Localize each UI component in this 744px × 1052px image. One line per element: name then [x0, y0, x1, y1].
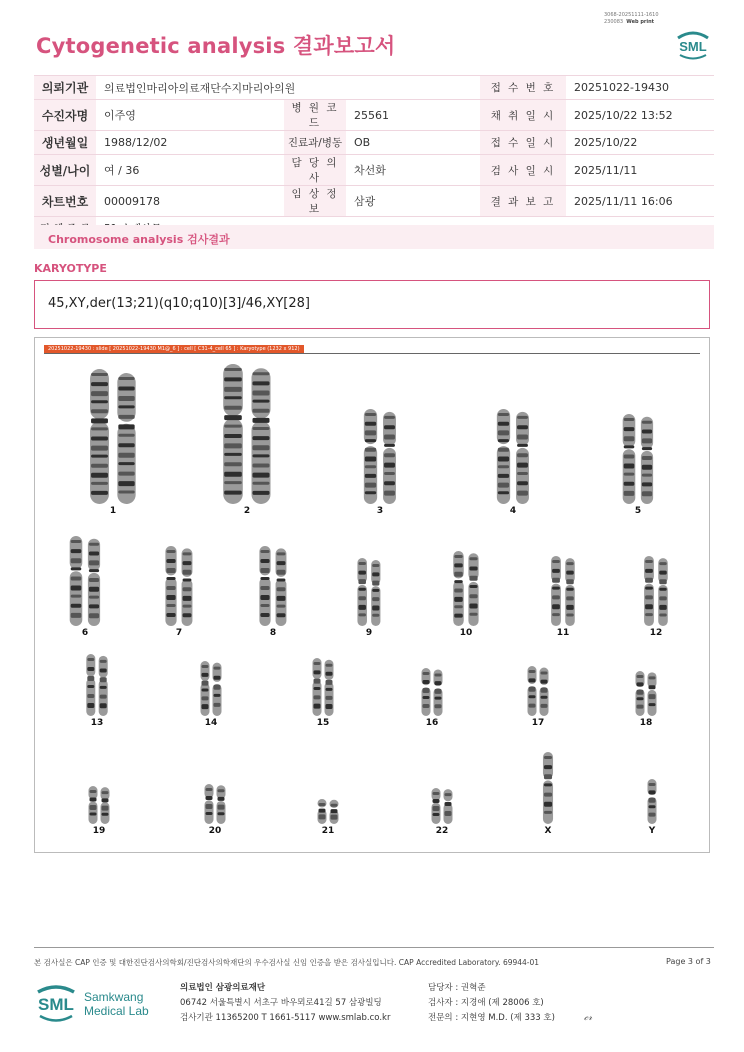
label-sex-age: 성별/나이: [34, 155, 96, 186]
chromosome-label-4: 4: [509, 506, 517, 516]
chromosome-label-7: 7: [175, 628, 183, 638]
chromosome-pair-8: [259, 546, 286, 626]
footer-divider: [34, 947, 714, 948]
table-row: [34, 76, 714, 100]
table-row: [34, 131, 714, 155]
label-chart-number: 차트번호: [34, 186, 96, 217]
chromosome-pair-17: [528, 666, 549, 716]
chromosome-label-10: 10: [459, 628, 473, 638]
karyogram-caption: 20251022-19430 : slide [ 20251022-19430 M1@_6 ] : cell [ C31-4_cell 65 ] : Karyotype (1232 x 912): [44, 345, 304, 353]
chromosome-pair-6: [70, 536, 100, 626]
section-title: Chromosome analysis 검사결과: [48, 233, 230, 246]
chromosome-label-20: 20: [208, 826, 222, 836]
karyogram-divider: [44, 353, 700, 354]
doc-code-line2: 230083: [604, 19, 624, 25]
chromosome-label-17: 17: [531, 718, 545, 728]
samkwang-logo-icon: [34, 980, 184, 1026]
chromosome-pair-21: [318, 799, 339, 824]
label-collection-time: 채 취 일 시: [480, 100, 566, 131]
chromosome-pair-18: [636, 671, 657, 716]
label-test-date: 검 사 일 시: [480, 155, 566, 186]
logo-name-line1: Samkwang: [84, 990, 144, 1004]
logo-text-bottom: SML: [38, 995, 74, 1014]
chromosome-pair-20: [205, 784, 226, 824]
chromosome-label-3: 3: [376, 506, 384, 516]
value-test-date: 2025/11/11: [566, 155, 714, 186]
label-result-report: 결 과 보 고: [480, 186, 566, 217]
chromosome-pair-16: [422, 668, 443, 716]
label-patient-name: 수진자명: [34, 100, 96, 131]
label-accession-number: 접 수 번 호: [480, 76, 566, 100]
value-collection-time: 2025/10/22 13:52: [566, 100, 714, 131]
sml-logo-icon: [672, 26, 714, 62]
chromosome-pair-19: [89, 786, 110, 824]
chromosome-label-12: 12: [649, 628, 663, 638]
chromosome-pair-7: [165, 546, 192, 626]
chromosome-label-1: 1: [109, 506, 117, 516]
chromosome-label-9: 9: [365, 628, 373, 638]
staff-in-charge: 담당자 : 권혁준: [428, 983, 486, 993]
chromosome-label-2: 2: [243, 506, 251, 516]
label-requesting-institution: 의뢰기관: [34, 76, 96, 100]
chromosome-label-Y: Y: [648, 826, 656, 836]
chromosome-pair-Y: [648, 779, 657, 824]
chromosome-pair-10: [453, 551, 478, 626]
chromosome-label-19: 19: [92, 826, 106, 836]
chromosome-label-11: 11: [556, 628, 570, 638]
certification-text: 본 검사실은 CAP 인증 및 대한진단검사의학회/진단검사의학재단의 우수검사실 신임 인증을 받은 검사실입니다. CAP Accredited Laboratory. 69944-01: [34, 958, 540, 967]
label-physician: 담 당 의 사: [284, 155, 346, 186]
org-address: 06742 서울특별시 서초구 바우뫼로41길 57 삼광빌딩: [180, 998, 382, 1008]
karyotype-result: 45,XY,der(13;21)(q10;q10)[3]/46,XY[28]: [48, 296, 310, 311]
doc-code-line1: 3068-20251111-1610: [604, 12, 659, 18]
chromosome-pair-14: [201, 661, 222, 716]
chromosome-pair-3: [364, 409, 396, 504]
chromosome-pair-15: [313, 658, 334, 716]
chromosome-pair-X: [543, 752, 553, 824]
report-title: Cytogenetic analysis 결과보고서: [36, 34, 396, 58]
label-department: 진료과/병동: [284, 131, 346, 155]
chromosome-pair-2: [223, 364, 270, 504]
label-receipt-date: 접 수 일 시: [480, 131, 566, 155]
table-row: [34, 100, 714, 131]
label-clinical-info: 임 상 정 보: [284, 186, 346, 217]
chromosome-pair-9: [357, 558, 380, 626]
label-hospital-code: 병 원 코 드: [284, 100, 346, 131]
chromosome-label-22: 22: [435, 826, 449, 836]
chromosome-label-5: 5: [634, 506, 642, 516]
logo-name-line2: Medical Lab: [84, 1004, 149, 1018]
value-result-report: 2025/11/11 16:06: [566, 186, 714, 217]
chromosome-label-X: X: [544, 826, 552, 836]
value-requesting-institution: 의료법인마리아의료재단수지마리아의원: [96, 76, 480, 100]
table-row: [34, 155, 714, 186]
chromosome-pair-13: [86, 654, 107, 716]
org-name: 의료법인 삼광의료재단: [180, 983, 266, 993]
chromosome-pair-4: [497, 409, 529, 504]
chromosome-pair-5: [623, 414, 653, 504]
karyotype-heading: KARYOTYPE: [34, 262, 107, 275]
chromosome-label-21: 21: [321, 826, 335, 836]
karyogram-chromosomes: [35, 356, 707, 836]
value-accession-number: 20251022-19430: [566, 76, 714, 100]
chromosome-label-16: 16: [425, 718, 439, 728]
label-birth-date: 생년월일: [34, 131, 96, 155]
chromosome-label-18: 18: [639, 718, 653, 728]
organization-info: [180, 981, 390, 1026]
logo-text-top: SML: [679, 39, 707, 54]
chromosome-label-8: 8: [269, 628, 277, 638]
chromosome-pair-12: [644, 556, 668, 626]
chromosome-label-15: 15: [316, 718, 330, 728]
value-chart-number: 00009178: [96, 186, 284, 217]
chromosome-label-6: 6: [81, 628, 89, 638]
value-patient-name: 이주영: [96, 100, 284, 131]
chromosome-pair-22: [432, 788, 453, 824]
value-clinical-info: 삼광: [346, 186, 480, 217]
value-physician: 차선화: [346, 155, 480, 186]
signature-icon: 𝒸𝓇: [584, 1012, 593, 1023]
patient-info-table: [34, 75, 714, 241]
org-contact: 검사기관 11365200 T 1661-5117 www.smlab.co.kr: [180, 1013, 391, 1023]
value-sex-age: 여 / 36: [96, 155, 284, 186]
chromosome-pair-1: [90, 369, 136, 504]
web-print-label: Web print: [626, 19, 655, 25]
value-receipt-date: 2025/10/22: [566, 131, 714, 155]
staff-tester: 검사자 : 지경애 (제 28006 호): [428, 998, 544, 1008]
staff-specialist: 전문의 : 지현영 M.D. (제 333 호): [428, 1013, 555, 1023]
value-birth-date: 1988/12/02: [96, 131, 284, 155]
chromosome-label-13: 13: [90, 718, 104, 728]
table-row: [34, 186, 714, 217]
value-hospital-code: 25561: [346, 100, 480, 131]
document-code: [604, 12, 659, 26]
chromosome-pair-11: [551, 556, 575, 626]
chromosome-label-14: 14: [204, 718, 218, 728]
page-number: Page 3 of 3: [666, 957, 711, 966]
value-department: OB: [346, 131, 480, 155]
staff-info: [428, 981, 555, 1026]
